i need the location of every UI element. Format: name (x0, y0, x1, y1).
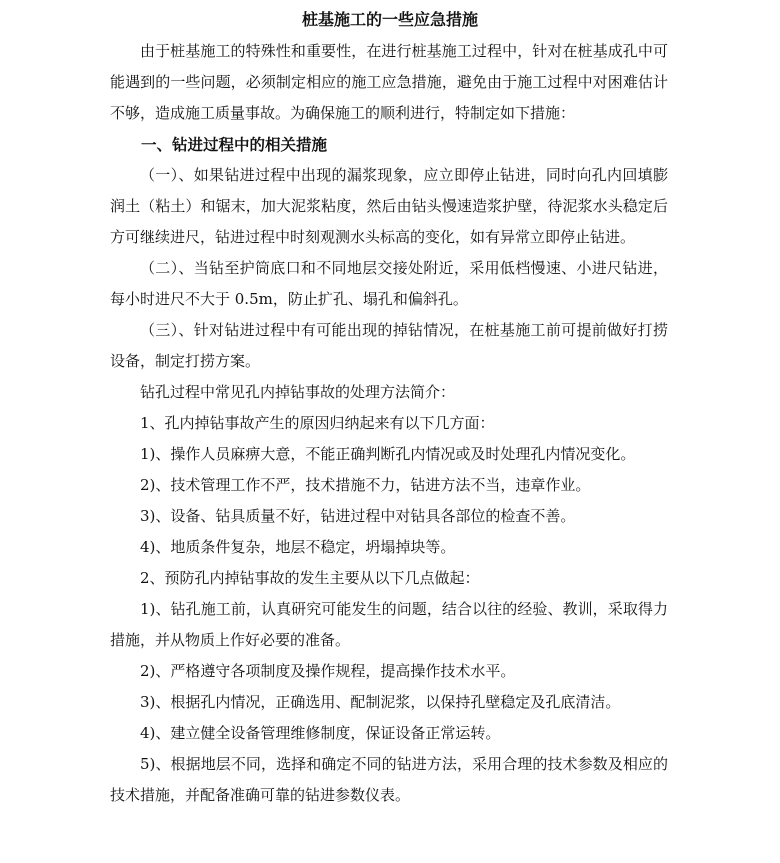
list-item: 4)、建立健全设备管理维修制度，保证设备正常运转。 (140, 724, 501, 742)
list-item: 1)、操作人员麻痹大意，不能正确判断孔内情况或及时处理孔内情况变化。 (140, 445, 636, 463)
list-item: 2)、技术管理工作不严，技术措施不力，钻进方法不当，违章作业。 (140, 476, 591, 494)
list-item: 1)、钻孔施工前，认真研究可能发生的问题，结合以往的经验、教训，采取得力措施，并从物质上作好必要的准备。 (110, 600, 668, 649)
list-heading: 1、孔内掉钻事故产生的原因归纳起来有以下几方面： (140, 414, 495, 432)
paragraph: （二）、当钻至护筒底口和不同地层交接处附近，采用低档慢速、小进尺钻进，每小时进尺不大于 0.5m，防止扩孔、塌孔和偏斜孔。 (110, 259, 668, 308)
list-item: 3)、根据孔内情况，正确选用、配制泥浆，以保持孔壁稳定及孔底清洁。 (140, 693, 621, 711)
list-item: 2)、严格遵守各项制度及操作规程，提高操作技术水平。 (140, 662, 516, 680)
paragraph: （一）、如果钻进过程中出现的漏浆现象，应立即停止钻进，同时向孔内回填膨润土（粘土）和锯末，加大泥浆粘度，然后由钻头慢速造浆护壁，待泥浆水头稳定后方可继续进尺，钻进过程中时刻观测水头标高的变化，如有异常立即停止钻进。 (110, 166, 668, 246)
paragraph: 钻孔过程中常见孔内掉钻事故的处理方法简介： (140, 383, 456, 401)
document-body (110, 36, 668, 811)
list-item: 4)、地质条件复杂，地层不稳定，坍塌掉块等。 (140, 538, 456, 556)
list-heading: 2、预防孔内掉钻事故的发生主要从以下几点做起： (140, 569, 480, 587)
list-item: 3)、设备、钻具质量不好，钻进过程中对钻具各部位的检查不善。 (140, 507, 576, 525)
intro-paragraph: 由于桩基施工的特殊性和重要性，在进行桩基施工过程中，针对在桩基成孔中可能遇到的一些问题，必须制定相应的施工应急措施，避免由于施工过程中对困难估计不够，造成施工质量事故。为确保施工的顺利进行，特制定如下措施： (110, 42, 668, 122)
list-item: 5)、根据地层不同，选择和确定不同的钻进方法，采用合理的技术参数及相应的技术措施，并配备准确可靠的钻进参数仪表。 (110, 755, 668, 804)
paragraph: （三）、针对钻进过程中有可能出现的掉钻情况，在桩基施工前可提前做好打捞设备，制定打捞方案。 (110, 321, 668, 370)
section-heading: 一、钻进过程中的相关措施 (141, 135, 328, 154)
document-title: 桩基施工的一些应急措施 (301, 10, 478, 29)
